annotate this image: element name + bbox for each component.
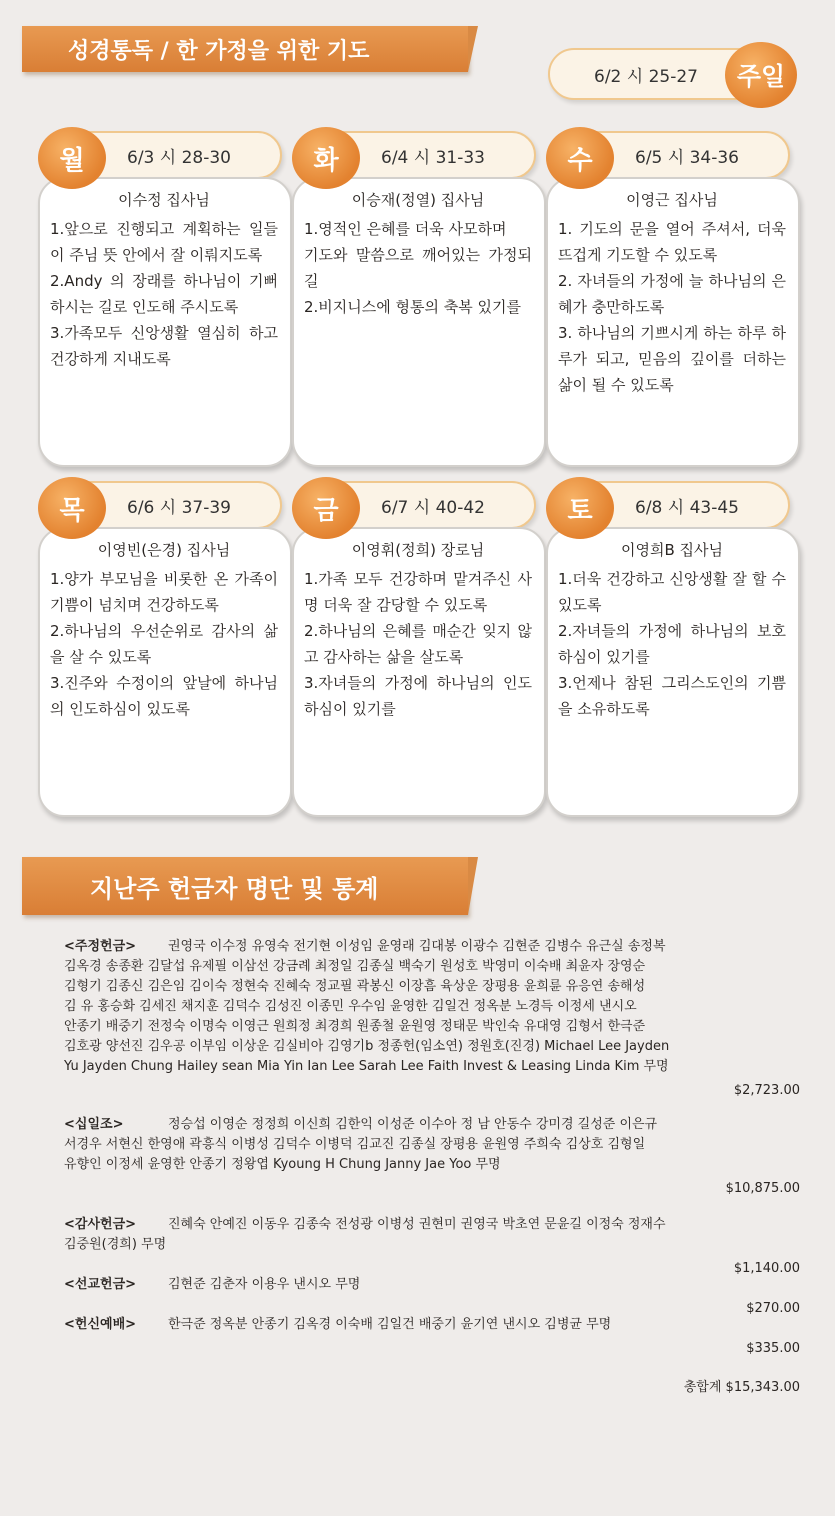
offering-total: 총합계 $15,343.00 [683,1380,800,1395]
prayer-text: 1. 기도의 문을 열어 주셔서, 더욱 뜨겁게 기도할 수 있도록 2. 자녀들의 가정에 늘 하나님의 은혜가 충만하도록 3. 하나님의 기쁘시게 하는 하루 하루가 되고, 믿음의 깊이를 더하는 삶이 될 수 있도록 [558,220,786,394]
family-name: 이수정 집사님 [118,191,210,209]
offering-amount: $10,875.00 [725,1181,800,1196]
family-name: 이영희B 집사님 [621,541,723,559]
prayer-box [38,177,292,467]
prayer-text: 1.가족 모두 건강하며 맡겨주신 사명 더욱 잘 감당할 수 있도록 2.하나님의 은혜를 매순간 잊지 않고 감사하는 삶을 살도록 3.자녀들의 가정에 하나님의 인도하심이 있기를 [304,570,532,718]
sunday-reading: 6/2 시 25-27 [594,66,698,87]
family-name: 이영휘(정희) 장로님 [351,541,485,559]
offering-category: <십일조> [64,1117,124,1132]
prayer-box [292,527,546,817]
section-title: 성경통독 / 한 가정을 위한 기도 [68,38,370,64]
prayer-box [38,527,292,817]
family-name: 이영빈(은경) 집사님 [97,541,231,559]
prayer-box [546,177,800,467]
day-label: 목 [59,495,85,526]
prayer-text: 1.앞으로 진행되고 계획하는 일들이 주님 뜻 안에서 잘 이뤄지도록 2.Andy 의 장래를 하나님이 기뻐하시는 길로 인도해 주시도록 3.가족모두 신앙생활 열심히 하고 건강하게 지내도록 [50,220,278,368]
sunday-day-badge [725,42,797,108]
day-badge [546,127,614,189]
offering-group-mission [64,1275,800,1319]
day-reading: 6/4 시 31-33 [381,147,485,168]
offering-amount: $335.00 [746,1341,800,1356]
day-badge [546,477,614,539]
day-badge [38,477,106,539]
offering-amount: $1,140.00 [733,1261,800,1276]
offering-names [64,1115,800,1175]
sunday-day-label: 주일 [736,62,786,91]
offering-names [64,1275,800,1295]
prayer-box [292,177,546,467]
day-label: 화 [313,145,339,176]
day-reading: 6/8 시 43-45 [635,497,739,518]
day-reading: 6/6 시 37-39 [127,497,231,518]
offering-group-sunday [64,937,800,1101]
offering-names [64,1215,800,1255]
offering-category: <감사헌금> [64,1217,137,1232]
prayer-text: 1.양가 부모님을 비롯한 온 가족이 기쁨이 넘치며 건강하도록 2.하나님의 우선순위로 감사의 삶을 살 수 있도록 3.진주와 수정이의 앞날에 하나님의 인도하심이 있도록 [50,570,278,718]
day-reading: 6/3 시 28-30 [127,147,231,168]
offering-name-list: 김현준 김춘자 이용우 낸시오 무명 [168,1277,361,1292]
day-badge [38,127,106,189]
prayer-text: 1.영적인 은혜를 더욱 사모하며 기도와 말씀으로 깨어있는 가정되길 2.비지니스에 형통의 축복 있기를 [304,220,532,316]
offering-name-list: 한극준 정옥분 안종기 김옥경 이숙배 김일건 배중기 윤기연 낸시오 김병균 무명 [168,1317,612,1332]
offering-names [64,937,800,1077]
day-badge [292,127,360,189]
prayer-box [546,527,800,817]
offering-group-tithe [64,1115,800,1199]
offering-group-thanksgiving [64,1215,800,1279]
offering-group-dedication [64,1315,800,1359]
family-name: 이승재(정열) 집사님 [351,191,485,209]
day-reading: 6/7 시 40-42 [381,497,485,518]
day-reading: 6/5 시 34-36 [635,147,739,168]
offering-amount: $270.00 [746,1301,800,1316]
day-label: 금 [313,495,339,526]
offering-category: <주정헌금> [64,939,137,954]
day-label: 토 [567,495,593,526]
offering-amount: $2,723.00 [733,1083,800,1098]
offering-name-list: 정승섭 이영순 정정희 이신희 김한익 이성준 이수아 정 남 안동수 강미경 길성준 이은규 서경우 서현신 한영애 곽흥식 이병성 김덕수 이병덕 김교진 김종실 장평용 윤원영 주희숙 김상호 김형일 유향인 이정세 윤영한 안종기 정왕엽 Kyoung H Chung Janny Jae Yoo 무명 [64,1117,658,1172]
offering-name-list: 진혜숙 안예진 이동우 김종숙 전성광 이병성 권현미 권영국 박초연 문윤길 이정숙 정재수 김중원(경희) 무명 [64,1217,666,1252]
offering-category: <헌신예배> [64,1317,137,1332]
offering-category: <선교헌금> [64,1277,137,1292]
section-title: 지난주 헌금자 명단 및 통계 [90,874,379,903]
day-label: 수 [567,145,593,176]
day-badge [292,477,360,539]
prayer-text: 1.더욱 건강하고 신앙생활 잘 할 수 있도록 2.자녀들의 가정에 하나님의 보호하심이 있기를 3.언제나 참된 그리스도인의 기쁨을 소유하도록 [558,570,786,718]
offering-names [64,1315,800,1335]
day-label: 월 [59,145,85,176]
section-banner-offering [22,857,468,915]
section-banner-bible-reading [22,26,468,72]
offering-name-list: 권영국 이수정 유영숙 전기현 이성임 윤영래 김대봉 이광수 김현준 김병수 유근실 송정복 김옥경 송종환 김달섭 유제필 이삼선 강금례 최정일 김종실 백숙기 원성호 박영미 이숙배 최윤자 장영순 김형기 김종신 김은임 김이숙 정현숙 진혜숙 정교필 곽봉신 이장흠 육상운 장평용 윤희륜 유응연 송해성 김 유 홍승화 김세진 채지훈 김덕수 김성진 이종민 우수임 윤영한 김일건 정옥분 노경득 이정세 낸시오 안종기 배중기 전정숙 이명숙 이영근 원희정 최경희 원종철 윤원영 정태문 박인숙 유대영 김형서 한극준 김호광 양선진 김우공 이부임 이상운 김실비아 김영기b 정종헌(임소연) 정원호(진경) Michael Lee Jayden Yu Jayden Chung Hailey sean Mia Yin Ian Lee Sarah Lee Faith Invest & Leasing Linda Kim 무명 [64,939,670,1074]
family-name: 이영근 집사님 [626,191,718,209]
